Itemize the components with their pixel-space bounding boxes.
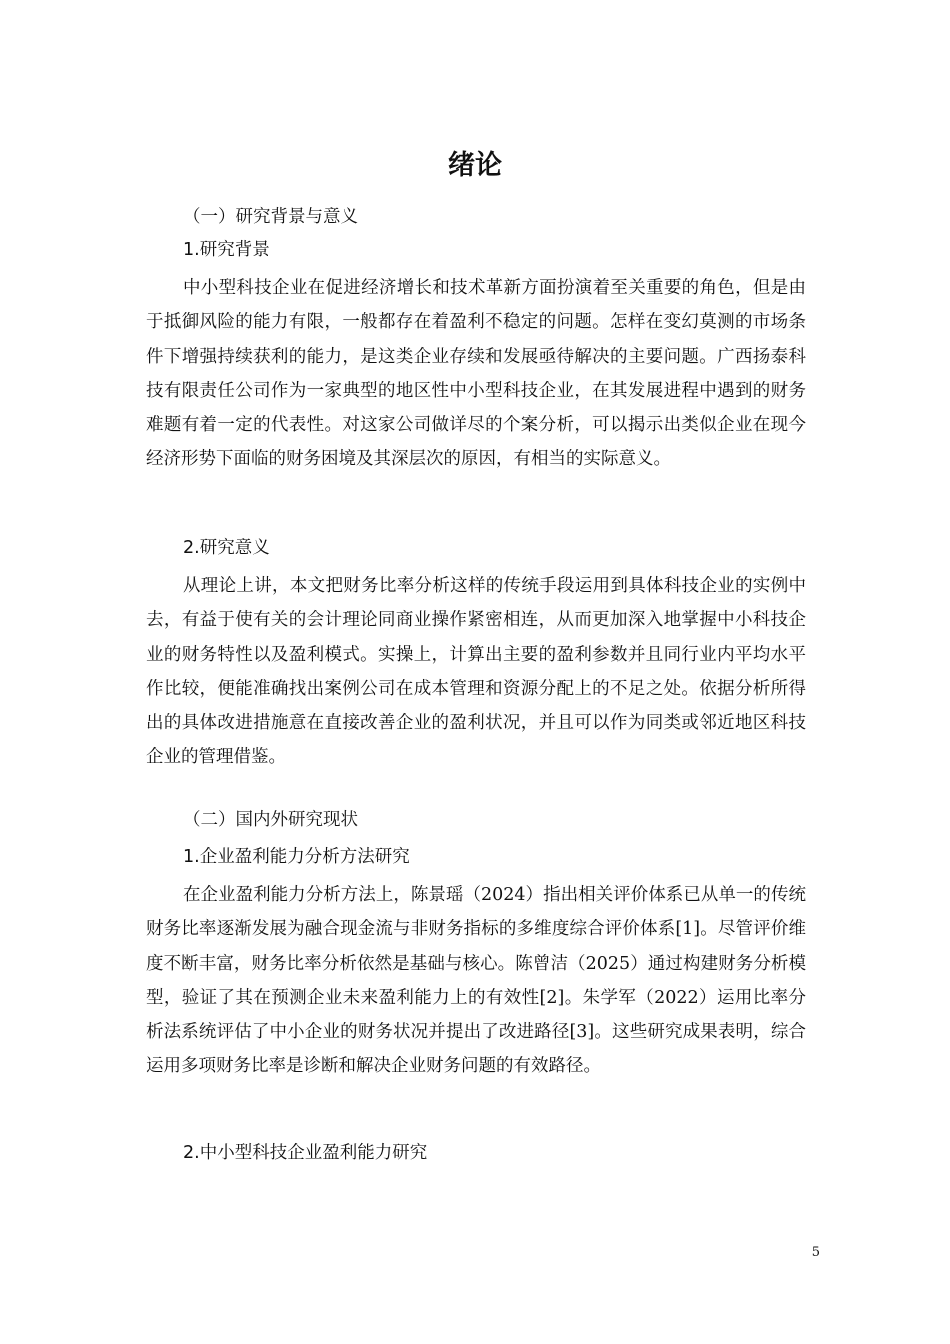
subsection-heading-sme-tech-profitability: 2.中小型科技企业盈利能力研究: [183, 1143, 428, 1163]
paragraph-research-significance: 从理论上讲，本文把财务比率分析这样的传统手段运用到具体科技企业的实例中去，有益于使有关的会计理论同商业操作紧密相连，从而更加深入地掌握中小科技企业的财务特性以及盈利模式。实操上，计算出主要的盈利参数并且同行业内平均水平作比较，便能准确找出案例公司在成本管理和资源分配上的不足之处。依据分析所得出的具体改进措施意在直接改善企业的盈利状况，并且可以作为同类或邻近地区科技企业的管理借鉴。: [146, 576, 806, 768]
subsection-heading-research-background: 1.研究背景: [183, 240, 270, 260]
page-number: 5: [811, 1245, 820, 1260]
subsection-heading-analysis-methods: 1.企业盈利能力分析方法研究: [183, 847, 410, 867]
page-title: 绪论: [448, 150, 502, 181]
section-heading-background: （一）研究背景与意义: [183, 207, 358, 227]
paragraph-research-background: 中小型科技企业在促进经济增长和技术革新方面扮演着至关重要的角色，但是由于抵御风险的能力有限，一般都存在着盈利不稳定的问题。怎样在变幻莫测的市场条件下增强持续获利的能力，是这类企业存续和发展亟待解决的主要问题。广西扬泰科技有限责任公司作为一家典型的地区性中小型科技企业，在其发展进程中遇到的财务难题有着一定的代表性。对这家公司做详尽的个案分析，可以揭示出类似企业在现今经济形势下面临的财务困境及其深层次的原因，有相当的实际意义。: [146, 278, 806, 470]
section-heading-literature-review: （二）国内外研究现状: [183, 810, 358, 830]
paragraph-analysis-methods: 在企业盈利能力分析方法上，陈景瑶（2024）指出相关评价体系已从单一的传统财务比率逐渐发展为融合现金流与非财务指标的多维度综合评价体系[1]。尽管评价维度不断丰富，财务比率分析依然是基础与核心。陈曾洁（2025）通过构建财务分析模型，验证了其在预测企业未来盈利能力上的有效性[2]。朱学军（2022）运用比率分析法系统评估了中小企业的财务状况并提出了改进路径[3]。这些研究成果表明，综合运用多项财务比率是诊断和解决企业财务问题的有效路径。: [146, 885, 806, 1077]
subsection-heading-research-significance: 2.研究意义: [183, 538, 270, 558]
